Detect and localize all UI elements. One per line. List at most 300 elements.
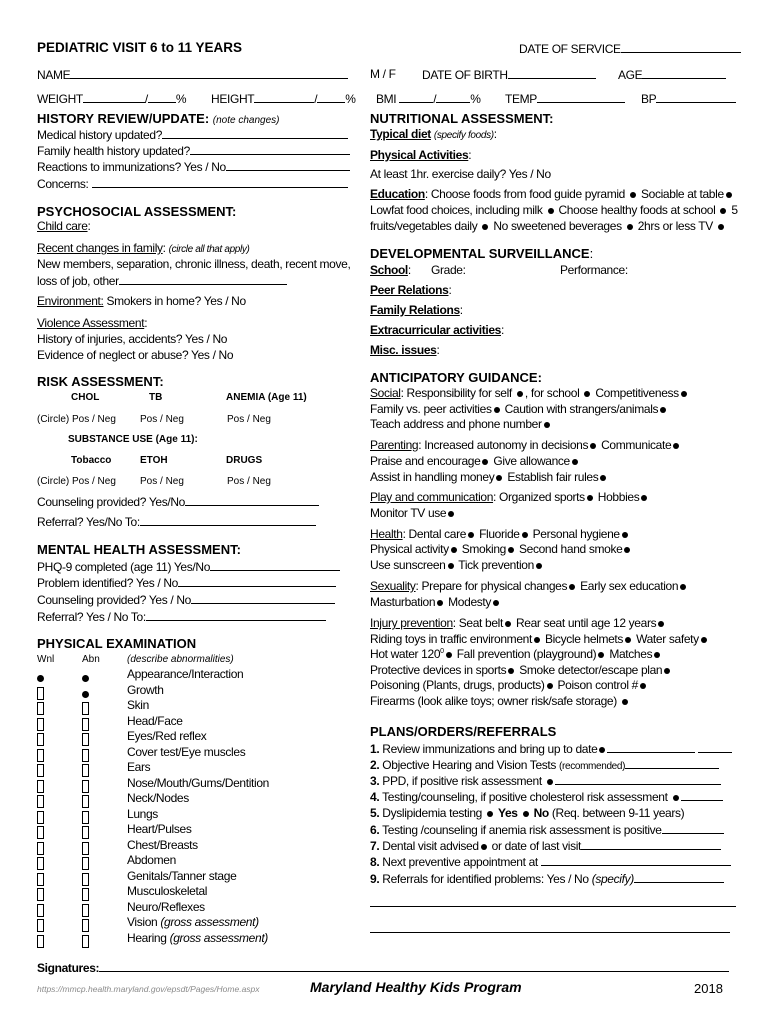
physical-exam-item-text: Genitals/Tanner stage xyxy=(127,868,237,883)
play-row-1 xyxy=(370,490,649,504)
bullet-icon xyxy=(600,475,606,481)
concerns-label: Concerns: xyxy=(37,177,89,191)
plan-tail-7: or date of last visit xyxy=(488,839,582,853)
play-hobbies: Hobbies xyxy=(597,490,640,504)
plan-small-2: (recommended) xyxy=(559,761,626,772)
bullet-icon xyxy=(660,407,666,413)
bullet-icon xyxy=(590,443,596,449)
health-tick: Tick prevention xyxy=(458,558,534,572)
sexuality-label: Sexuality xyxy=(370,579,416,593)
bp-field[interactable] xyxy=(641,91,736,106)
health-row-2 xyxy=(370,542,632,556)
physical-activities-row xyxy=(370,148,471,162)
physical-exam-row xyxy=(37,931,357,947)
physical-exam-label xyxy=(127,869,236,883)
physical-exam-row xyxy=(37,714,357,730)
plan-num-5: 5. xyxy=(370,806,380,820)
plans-extra-line-1[interactable] xyxy=(370,906,736,907)
bullet-icon xyxy=(437,600,443,606)
peer-relations-colon: : xyxy=(448,283,452,297)
education-fruits: fruits/vegetables daily xyxy=(370,219,478,233)
bullet-icon xyxy=(517,391,523,397)
plan-item-3[interactable] xyxy=(370,773,721,788)
play-sports: : Organized sports xyxy=(493,490,585,504)
physical-exam-label xyxy=(127,915,259,929)
plan-text-1: Review immunizations and bring up to date xyxy=(382,742,598,756)
anemia-result[interactable]: Pos / Neg xyxy=(227,414,271,425)
family-relations-label: Family Relations xyxy=(370,303,460,317)
height-pct: % xyxy=(345,92,356,106)
plan-item-8[interactable] xyxy=(370,854,731,869)
temp-label: TEMP xyxy=(505,92,537,106)
tb-result[interactable]: Pos / Neg xyxy=(140,414,184,425)
physical-exam-label xyxy=(127,884,207,898)
education-no-sweetened: No sweetened beverages xyxy=(493,219,622,233)
injury-row-4 xyxy=(370,663,672,677)
family-relations-colon: : xyxy=(459,303,463,317)
problem-identified-field[interactable] xyxy=(37,575,336,590)
school-colon: : xyxy=(407,263,411,277)
bullet-icon xyxy=(726,192,732,198)
plan-yes-5[interactable]: Yes xyxy=(497,806,518,820)
play-tv: Monitor TV use xyxy=(370,506,447,520)
bp-label: BP xyxy=(641,92,657,106)
physical-exam-label xyxy=(127,853,176,867)
plan-item-1[interactable] xyxy=(370,741,732,756)
health-hygiene: Personal hygiene xyxy=(532,527,620,541)
medical-history-field[interactable] xyxy=(37,127,348,142)
history-note: (note changes) xyxy=(212,115,280,126)
history-section-title xyxy=(37,111,280,126)
physical-exam-item-text: Cover test/Eye muscles xyxy=(127,744,246,759)
bullet-icon xyxy=(451,547,457,553)
developmental-title-text: DEVELOPMENTAL SURVEILLANCE xyxy=(370,246,590,261)
sexuality-modesty: Modesty xyxy=(448,595,492,609)
weight-slash: / xyxy=(144,92,148,106)
recent-changes-other-field[interactable] xyxy=(37,273,287,288)
injury-seat-belt: : Seat belt xyxy=(452,616,503,630)
physical-exam-label xyxy=(127,698,149,712)
physical-exam-item-text: Appearance/Interaction xyxy=(127,667,244,681)
physical-exam-label xyxy=(127,760,150,774)
bullet-icon xyxy=(587,495,593,501)
physical-exam-label xyxy=(127,667,243,681)
plan-num-1: 1. xyxy=(370,742,380,756)
physical-exam-row xyxy=(37,776,357,792)
physical-exam-item-text: Neuro/Reflexes xyxy=(127,899,205,914)
drugs-label: DRUGS xyxy=(226,455,263,466)
bullet-icon xyxy=(481,844,487,850)
injury-fall: Fall prevention (playground) xyxy=(456,647,597,661)
physical-exam-label xyxy=(127,791,189,805)
plans-extra-line-2[interactable] xyxy=(370,932,730,933)
bullet-icon xyxy=(622,532,628,538)
abn-header: Abn xyxy=(82,654,100,665)
physical-exam-label xyxy=(127,745,245,759)
physical-exam-row xyxy=(37,853,357,869)
recent-changes-colon: : xyxy=(162,241,166,255)
bullet-icon xyxy=(448,511,454,517)
play-row-2 xyxy=(370,506,456,520)
injury-row-3 xyxy=(370,647,662,661)
plan-text-7: Dental visit advised xyxy=(382,839,479,853)
sexuality-row-1 xyxy=(370,579,688,593)
physical-exam-item-text: Skin xyxy=(127,698,149,712)
health-smoking: Smoking xyxy=(461,542,506,556)
parenting-autonomy: : Increased autonomy in decisions xyxy=(418,438,589,452)
plan-item-5[interactable] xyxy=(370,806,684,820)
injury-label: Injury prevention xyxy=(370,616,453,630)
mental-counseling-field[interactable] xyxy=(37,592,335,607)
bullet-icon xyxy=(547,779,553,785)
plan-text-6: Testing /counseling if anemia risk assessment is positive xyxy=(382,823,662,837)
phq9-field[interactable] xyxy=(37,559,340,574)
temp-field[interactable] xyxy=(505,91,625,106)
physical-exam-row xyxy=(37,915,357,931)
education-sociable: Sociable at table xyxy=(640,187,724,201)
anemia-label: ANEMIA (Age 11) xyxy=(226,392,307,403)
social-address: Teach address and phone number xyxy=(370,417,542,431)
mental-health-title: MENTAL HEALTH ASSESSMENT: xyxy=(37,542,241,557)
recent-changes-options: New members, separation, chronic illness, death, recent move, xyxy=(37,257,351,271)
environment-row xyxy=(37,294,246,308)
peer-relations-row[interactable] xyxy=(370,283,451,297)
page-title: PEDIATRIC VISIT 6 to 11 YEARS xyxy=(37,40,243,55)
physical-exam-item-note: (gross assessment) xyxy=(160,915,259,929)
plan-num-4: 4. xyxy=(370,790,380,804)
physical-exam-row xyxy=(37,683,357,699)
plan-num-3: 3. xyxy=(370,774,380,788)
exercise-question: At least 1hr. exercise daily? Yes / No xyxy=(370,167,551,181)
physical-exam-item-text: Neck/Nodes xyxy=(127,791,189,805)
bullet-icon xyxy=(654,652,660,658)
chol-label: CHOL xyxy=(71,392,100,403)
plan-text-9: Referrals for identified problems: Yes / No xyxy=(382,872,592,886)
physical-exam-label xyxy=(127,900,205,914)
social-strangers: Caution with strangers/animals xyxy=(504,402,659,416)
physical-exam-label xyxy=(127,776,269,790)
health-row-1 xyxy=(370,527,630,541)
physical-exam-label xyxy=(127,729,206,743)
plan-num-8: 8. xyxy=(370,855,380,869)
risk-referral-label: Referral? Yes/No To: xyxy=(37,515,140,529)
bullet-icon xyxy=(487,811,493,817)
bullet-icon xyxy=(536,563,542,569)
physical-exam-row xyxy=(37,791,357,807)
social-responsibility: : Responsibility for self xyxy=(400,386,512,400)
education-lowfat: Lowfat food choices, including milk xyxy=(370,203,543,217)
tobacco-result[interactable]: (Circle) Pos / Neg xyxy=(37,476,116,487)
describe-header: (describe abnormalities) xyxy=(127,654,234,665)
sexuality-changes: : Prepare for physical changes xyxy=(415,579,568,593)
age-field[interactable] xyxy=(618,67,726,82)
injury-row-1 xyxy=(370,616,666,630)
immunization-reactions-label: Reactions to immunizations? Yes / No xyxy=(37,160,226,174)
physical-exam-label xyxy=(127,807,158,821)
injury-degree: 0 xyxy=(440,648,444,655)
bullet-icon xyxy=(680,584,686,590)
bmi-slash: / xyxy=(433,92,437,106)
environment-text: Smokers in home? Yes / No xyxy=(106,294,246,308)
immunization-reactions-field[interactable] xyxy=(37,159,350,174)
child-care-label: Child care xyxy=(37,219,88,233)
recent-changes-row xyxy=(37,241,250,255)
history-title: HISTORY REVIEW/UPDATE: xyxy=(37,111,210,126)
physical-exam-row xyxy=(37,745,357,761)
physical-exam-item-text: Head/Face xyxy=(127,713,183,728)
violence-row xyxy=(37,316,147,330)
dob-field[interactable] xyxy=(422,67,596,82)
bullet-icon xyxy=(446,652,452,658)
date-of-service-field[interactable] xyxy=(519,41,741,56)
recent-changes-note: (circle all that apply) xyxy=(168,244,250,255)
bullet-icon xyxy=(624,547,630,553)
family-relations-row[interactable] xyxy=(370,303,463,317)
parenting-rules: Establish fair rules xyxy=(507,470,599,484)
bullet-icon xyxy=(523,811,529,817)
health-sunscreen: Use sunscreen xyxy=(370,558,446,572)
signatures-label: Signatures: xyxy=(37,961,100,975)
bullet-icon xyxy=(534,637,540,643)
medical-history-label: Medical history updated? xyxy=(37,128,163,142)
injury-rear-seat: Rear seat until age 12 years xyxy=(515,616,657,630)
injury-riding-toys: Riding toys in traffic environment xyxy=(370,632,532,646)
tb-label: TB xyxy=(149,392,163,403)
bullet-icon xyxy=(640,683,646,689)
bullet-icon xyxy=(508,547,514,553)
typical-diet-note: (specify foods) xyxy=(433,130,494,141)
education-food-pyramid: : Choose foods from food guide pyramid xyxy=(424,187,626,201)
typical-diet-label: Typical diet xyxy=(370,127,431,141)
sexuality-education: Early sex education xyxy=(580,579,679,593)
typical-diet-row xyxy=(370,127,497,141)
footer-year: 2018 xyxy=(694,981,723,996)
education-healthy-school: Choose healthy foods at school xyxy=(558,203,716,217)
health-label: Health xyxy=(370,527,403,541)
social-family-peer: Family vs. peer activities xyxy=(370,402,492,416)
peer-relations-label: Peer Relations xyxy=(370,283,449,297)
bullet-icon xyxy=(720,208,726,214)
etoh-result[interactable]: Pos / Neg xyxy=(140,476,184,487)
age-label: AGE xyxy=(618,68,643,82)
bullet-icon xyxy=(673,795,679,801)
weight-label: WEIGHT xyxy=(37,92,83,106)
education-row-1 xyxy=(370,187,734,201)
physical-activities-colon: : xyxy=(468,148,472,162)
physical-exam-row xyxy=(37,698,357,714)
abn-checkbox[interactable] xyxy=(82,933,89,951)
bullet-icon xyxy=(572,459,578,465)
height-slash: / xyxy=(314,92,318,106)
child-care-colon: : xyxy=(87,219,91,233)
injury-helmets: Bicycle helmets xyxy=(544,632,624,646)
physical-exam-row xyxy=(37,869,357,885)
bullet-icon xyxy=(627,224,633,230)
plans-title: PLANS/ORDERS/REFERRALS xyxy=(370,724,557,739)
sexuality-row-2 xyxy=(370,595,501,609)
bullet-icon xyxy=(544,422,550,428)
bmi-pct: % xyxy=(470,92,481,106)
signatures-field[interactable] xyxy=(37,960,729,975)
physical-exam-item-text: Lungs xyxy=(127,806,158,821)
bullet-icon xyxy=(468,532,474,538)
physical-exam-item-text: Hearing xyxy=(127,930,170,945)
physical-exam-row xyxy=(37,667,357,683)
health-fluoride: Fluoride xyxy=(479,527,520,541)
misc-issues-colon: : xyxy=(436,343,440,357)
wnl-checkbox[interactable] xyxy=(37,933,44,951)
bullet-icon xyxy=(598,652,604,658)
physical-exam-label xyxy=(127,838,198,852)
violence-injuries: History of injuries, accidents? Yes / No xyxy=(37,332,228,346)
physical-exam-item-text: Ears xyxy=(127,760,151,774)
parenting-allowance: Give allowance xyxy=(493,454,570,468)
name-label: NAME xyxy=(37,68,71,82)
bullet-icon xyxy=(482,224,488,230)
plan-item-9[interactable] xyxy=(370,871,724,886)
physical-exam-label xyxy=(127,822,192,836)
chol-result[interactable]: (Circle) Pos / Neg xyxy=(37,414,116,425)
risk-counseling-field[interactable] xyxy=(37,494,319,509)
wnl-header: Wnl xyxy=(37,654,55,665)
social-competitiveness: Competitiveness xyxy=(595,386,679,400)
bullet-icon xyxy=(448,563,454,569)
physical-exam-item-text: Musculoskeletal xyxy=(127,884,208,898)
physical-exam-item-text: Growth xyxy=(127,682,164,697)
education-row-2 xyxy=(370,203,738,217)
physical-exam-item-text: Abdomen xyxy=(127,853,176,867)
physical-exam-item-text: Eyes/Red reflex xyxy=(127,729,207,743)
physical-exam-row xyxy=(37,822,357,838)
parenting-row-2 xyxy=(370,454,580,468)
parenting-communicate: Communicate xyxy=(601,438,672,452)
risk-title: RISK ASSESSMENT: xyxy=(37,374,164,389)
weight-field[interactable] xyxy=(37,91,186,106)
plan-no-5[interactable]: No xyxy=(533,806,549,820)
bullet-icon xyxy=(494,407,500,413)
education-five: 5 xyxy=(731,203,738,217)
child-care-row xyxy=(37,219,91,233)
concerns-field[interactable] xyxy=(37,176,348,191)
physical-exam-item-text: Chest/Breasts xyxy=(127,837,198,852)
grade-label[interactable]: Grade: xyxy=(431,263,466,277)
height-label: HEIGHT xyxy=(211,92,255,106)
environment-label: Environment: xyxy=(37,294,104,308)
risk-counseling-label: Counseling provided? Yes/No xyxy=(37,495,185,509)
violence-colon: : xyxy=(144,316,148,330)
drugs-result[interactable]: Pos / Neg xyxy=(227,476,271,487)
phq9-label: PHQ-9 completed (age 11) Yes/No xyxy=(37,560,211,574)
health-second-hand: Second hand smoke xyxy=(518,542,623,556)
recent-changes-other-label: loss of job, other xyxy=(37,274,119,288)
performance-label[interactable]: Performance: xyxy=(560,263,628,277)
plan-item-6[interactable] xyxy=(370,822,724,837)
physical-exam-label xyxy=(127,714,183,728)
etoh-label: ETOH xyxy=(140,455,168,466)
violence-neglect: Evidence of neglect or abuse? Yes / No xyxy=(37,348,234,362)
education-label: Education xyxy=(370,187,425,201)
education-tv: 2hrs or less TV xyxy=(637,219,713,233)
physical-exam-item-note: (gross assessment) xyxy=(169,930,268,945)
psychosocial-title: PSYCHOSOCIAL ASSESSMENT: xyxy=(37,204,237,219)
plan-item-7[interactable] xyxy=(370,838,721,853)
name-field[interactable] xyxy=(37,67,348,82)
bullet-icon xyxy=(664,668,670,674)
physical-exam-row xyxy=(37,838,357,854)
substance-use-label: SUBSTANCE USE (Age 11): xyxy=(68,434,198,445)
risk-referral-field[interactable] xyxy=(37,514,316,529)
footer-url[interactable]: https://mmcp.health.maryland.gov/epsdt/Pages/Home.aspx xyxy=(37,984,260,994)
misc-issues-row[interactable] xyxy=(370,343,440,357)
plan-item-4[interactable] xyxy=(370,789,723,804)
bmi-label: BMI xyxy=(376,92,397,106)
violence-label: Violence Assessment xyxy=(37,316,145,330)
bullet-icon xyxy=(493,600,499,606)
school-row xyxy=(370,263,411,277)
injury-firearms: Firearms (look alike toys; owner risk/safe storage) xyxy=(370,694,617,708)
social-school: , for school xyxy=(524,386,580,400)
play-label: Play and communication xyxy=(370,490,494,504)
injury-row-2 xyxy=(370,632,709,646)
mental-counseling-label: Counseling provided? Yes / No xyxy=(37,593,191,607)
problem-identified-label: Problem identified? Yes / No xyxy=(37,576,178,590)
bullet-icon xyxy=(681,391,687,397)
bullet-icon xyxy=(622,699,628,705)
extracurricular-colon: : xyxy=(500,323,504,337)
family-history-field[interactable] xyxy=(37,143,350,158)
parenting-row-1 xyxy=(370,438,681,452)
injury-smoke-detector: Smoke detector/escape plan xyxy=(519,663,663,677)
dob-label: DATE OF BIRTH xyxy=(422,68,508,82)
bullet-icon xyxy=(508,668,514,674)
bmi-field[interactable] xyxy=(376,91,481,106)
plan-num-9: 9. xyxy=(370,872,380,886)
bullet-icon xyxy=(599,747,605,753)
bullet-icon xyxy=(701,637,707,643)
injury-water: Water safety xyxy=(636,632,699,646)
extracurricular-label: Extracurricular activities xyxy=(370,323,501,337)
misc-issues-label: Misc. issues xyxy=(370,343,437,357)
bullet-icon xyxy=(482,459,488,465)
date-of-service-label: DATE OF SERVICE xyxy=(519,42,621,56)
mental-referral-field[interactable] xyxy=(37,609,326,624)
plan-text-5: Dyslipidemia testing xyxy=(382,806,485,820)
plan-item-2[interactable] xyxy=(370,757,719,772)
bullet-icon xyxy=(658,621,664,627)
social-label: Social xyxy=(370,386,401,400)
parenting-praise: Praise and encourage xyxy=(370,454,481,468)
plan-text-4: Testing/counseling, if positive cholesterol risk assessment xyxy=(382,790,668,804)
guidance-title: ANTICIPATORY GUIDANCE: xyxy=(370,370,542,385)
height-field[interactable] xyxy=(211,91,356,106)
education-row-3 xyxy=(370,219,726,233)
plan-italic-9: (specify) xyxy=(591,872,634,886)
footer-program: Maryland Healthy Kids Program xyxy=(310,979,522,995)
physical-exam-row xyxy=(37,900,357,916)
bullet-icon xyxy=(505,621,511,627)
tobacco-label: Tobacco xyxy=(71,455,112,466)
physical-exam-item-text: Heart/Pulses xyxy=(127,822,192,836)
social-row-3 xyxy=(370,417,552,431)
health-dental: : Dental care xyxy=(402,527,467,541)
health-row-3 xyxy=(370,558,544,572)
sexuality-masturbation: Masturbation xyxy=(370,595,436,609)
bullet-icon xyxy=(584,391,590,397)
injury-row-6 xyxy=(370,694,630,708)
physical-exam-label xyxy=(127,931,268,945)
extracurricular-row[interactable] xyxy=(370,323,504,337)
typical-diet-colon: : xyxy=(493,127,497,141)
